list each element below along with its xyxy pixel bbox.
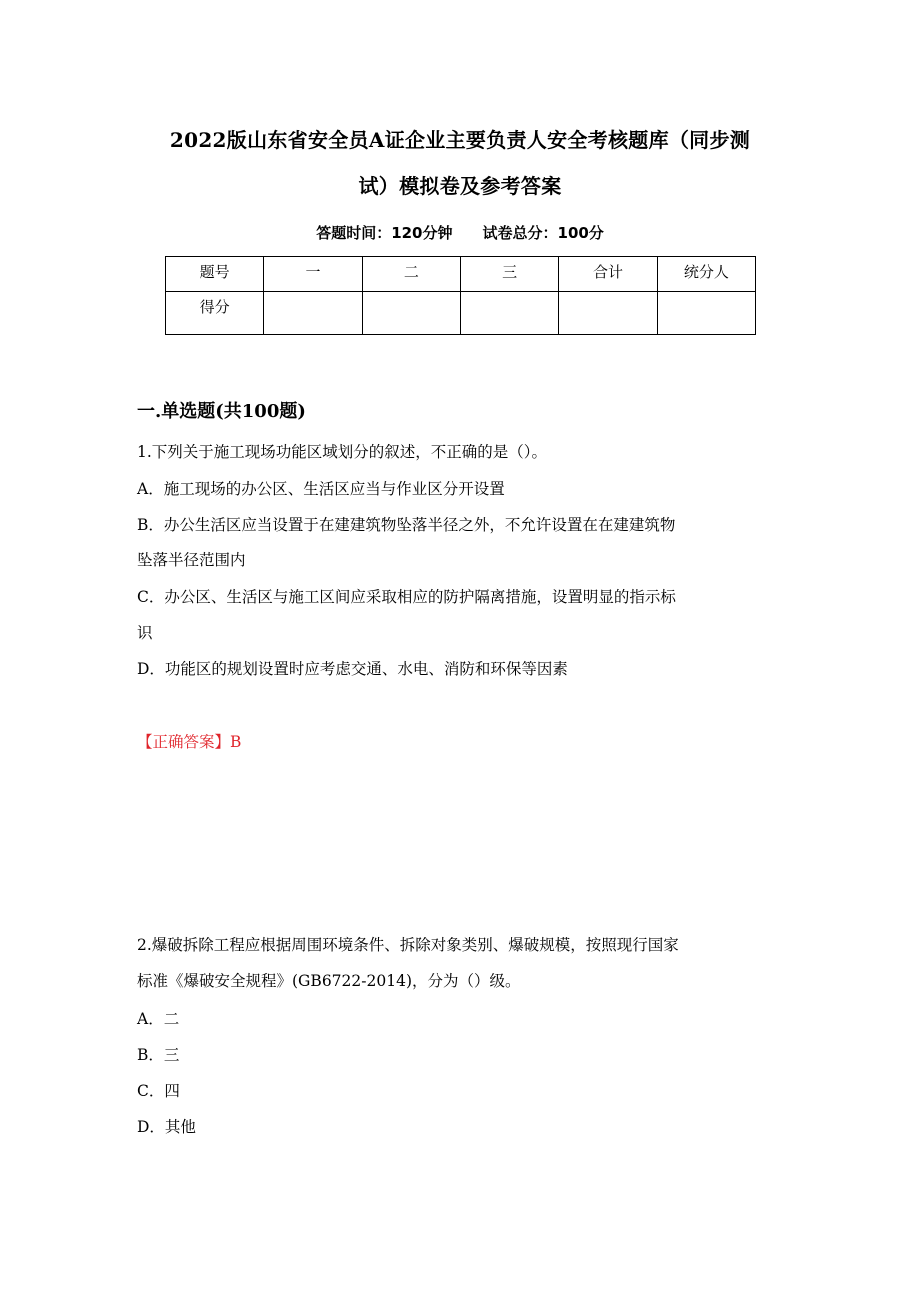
question-2-stem: 2.爆破拆除工程应根据周围环境条件、拆除对象类别、爆破规模，按照现行国家 (137, 936, 679, 954)
question-2-option-b: B．三 (137, 1046, 180, 1064)
exam-total-score: 试卷总分：100分 (482, 224, 604, 242)
question-1-option-b-cont: 坠落半径范围内 (137, 551, 246, 569)
question-2-option-a: A．二 (137, 1010, 180, 1028)
question-1-stem: 1.下列关于施工现场功能区域划分的叙述，不正确的是（）。 (137, 443, 548, 461)
score-cell (264, 292, 362, 335)
question-2-option-d: D．其他 (137, 1118, 196, 1136)
question-1-option-b: B．办公生活区应当设置于在建建筑物坠落半径之外，不允许设置在在建建筑物 (137, 516, 676, 534)
score-table-header: 三 (460, 257, 558, 292)
score-cell (657, 292, 755, 335)
score-table-header: 统分人 (657, 257, 755, 292)
question-1-option-a: A．施工现场的办公区、生活区应当与作业区分开设置 (137, 480, 505, 498)
score-table-header: 一 (264, 257, 362, 292)
score-cell (460, 292, 558, 335)
score-cell (559, 292, 657, 335)
question-1-option-c: C．办公区、生活区与施工区间应采取相应的防护隔离措施，设置明显的指示标 (137, 588, 676, 606)
score-row-label: 得分 (166, 292, 264, 335)
exam-meta (100, 222, 820, 243)
score-table-header: 二 (362, 257, 460, 292)
question-2-stem-cont: 标准《爆破安全规程》(GB6722-2014)，分为（）级。 (137, 972, 521, 990)
section-title: 一.单选题(共100题) (137, 401, 306, 422)
question-1-option-d: D．功能区的规划设置时应考虑交通、水电、消防和环保等因素 (137, 660, 568, 678)
exam-time: 答题时间：120分钟 (316, 224, 453, 242)
score-cell (362, 292, 460, 335)
score-table-header-row (166, 257, 756, 292)
question-1-option-c-cont: 识 (137, 624, 153, 642)
exam-title-line-1: 2022版山东省安全员A证企业主要负责人安全考核题库（同步测 (169, 128, 751, 152)
score-table-header: 题号 (166, 257, 264, 292)
score-table-score-row (166, 292, 756, 335)
question-2-option-c: C．四 (137, 1082, 180, 1100)
question-1-answer: 【正确答案】B (137, 733, 242, 751)
score-table (165, 256, 756, 335)
score-table-header: 合计 (559, 257, 657, 292)
exam-title-line-2: 试）模拟卷及参考答案 (358, 174, 562, 198)
